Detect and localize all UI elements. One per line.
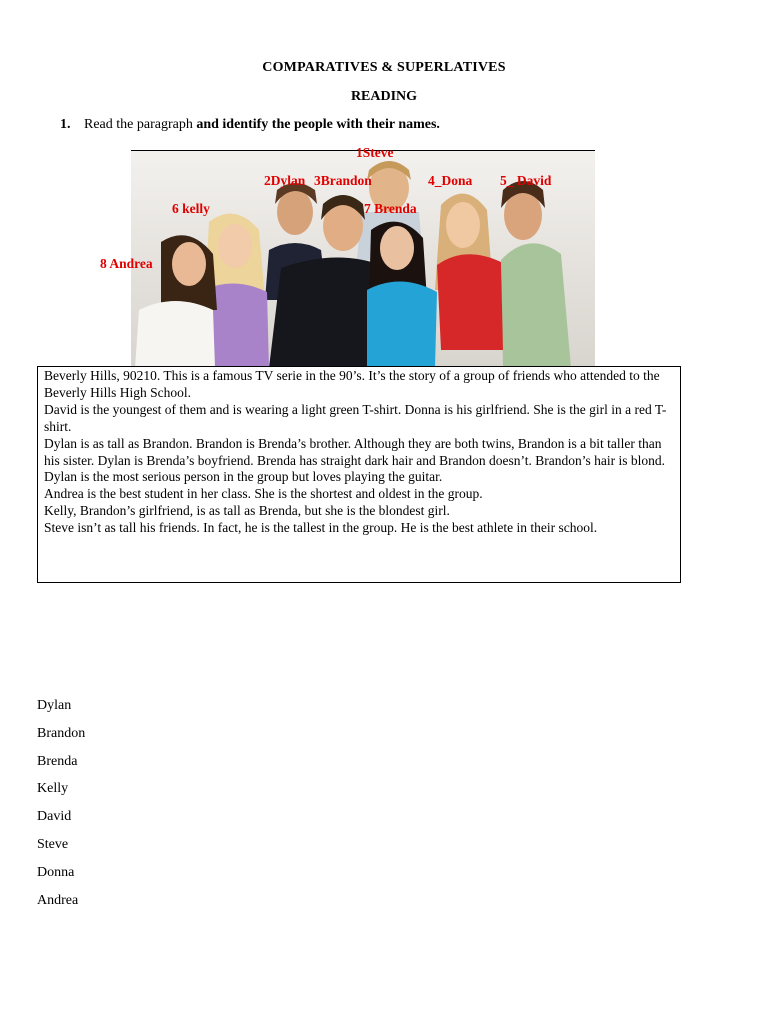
label-dylan: 2Dylan xyxy=(264,173,306,188)
name-item: David xyxy=(37,809,72,825)
paragraph-steve: Steve isn’t as tall his friends. In fact, he is the tallest in the group. He is the best athlete in their school. xyxy=(44,520,598,536)
paragraph-intro: Beverly Hills, 90210. This is a famous TV serie in the 90’s. It’s the story of a group of friends who attended to the Beverly Hills High School. xyxy=(44,368,660,400)
name-item: Donna xyxy=(37,864,75,880)
name-item: Brandon xyxy=(37,725,86,741)
paragraph-dylan: Dylan is as tall as Brandon. Brandon is Brenda’s brother. Although they are both twins, Brandon is a bit taller than his sister. Dylan is Brenda’s boyfriend. Brenda has straight dark hair and Brandon doesn’t. Brandon’s hair is blond. Dylan is the most serious person in the group but loves playing the guitar. xyxy=(44,435,666,485)
name-item: Brenda xyxy=(37,753,78,769)
reading-text-box xyxy=(37,366,681,583)
name-item: Dylan xyxy=(37,698,72,713)
paragraph-david: David is the youngest of them and is wearing a light green T-shirt. Donna is his girlfriend. She is the girl in a red T-shirt. xyxy=(44,401,667,434)
name-item: Kelly xyxy=(37,781,69,797)
label-dona: 4_Dona xyxy=(428,173,473,188)
label-andrea: 8 Andrea xyxy=(100,256,153,271)
label-kelly: 6 kelly xyxy=(172,201,210,216)
label-brandon: 3Brandon xyxy=(314,173,372,188)
instruction-number: 1. xyxy=(60,117,71,132)
paragraph-andrea: Andrea is the best student in her class. She is the shortest and oldest in the group. xyxy=(44,486,483,502)
instruction xyxy=(60,117,440,133)
paragraph-kelly: Kelly, Brandon’s girlfriend, is as tall as Brenda, but she is the blondest girl. xyxy=(44,503,450,519)
label-david: 5_ David xyxy=(500,173,552,188)
name-item: Andrea xyxy=(37,892,79,908)
instruction-text: Read the paragraph xyxy=(84,117,197,132)
label-brenda: 7 Brenda xyxy=(364,201,417,216)
names-list xyxy=(37,697,85,919)
label-steve: 1Steve xyxy=(356,145,394,160)
instruction-bold-text: and identify the people with their names. xyxy=(196,117,440,132)
page-title: COMPARATIVES & SUPERLATIVES xyxy=(262,60,506,75)
name-item: Steve xyxy=(37,836,69,852)
section-title: READING xyxy=(350,89,418,104)
